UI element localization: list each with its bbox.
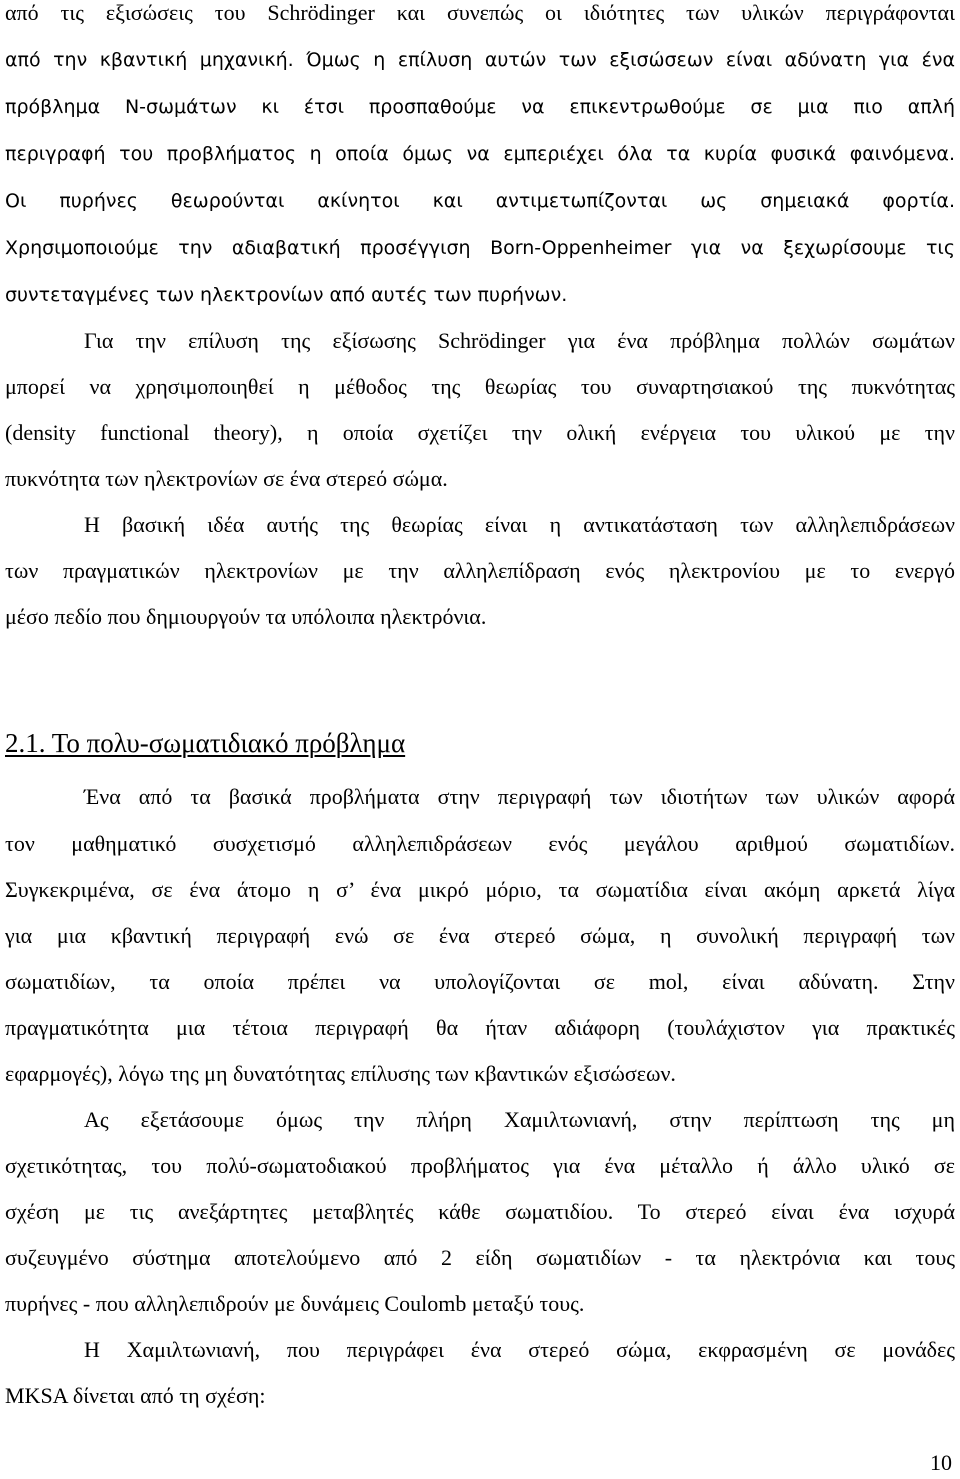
text-line: Η βασική ιδέα αυτής της θεωρίας είναι η αντικατάσταση των αλληλεπιδράσεων (84, 512, 955, 537)
text-line: Χρησιμοποιούμε την αδιαβατική προσέγγιση Born-Oppenheimer για να ξεχωρίσουμε τις (5, 237, 955, 259)
text-line: περιγραφή του προβλήματος η οποία όμως να εμπεριέχει όλα τα κυρία φυσικά φαινόμενα. (5, 143, 955, 165)
text-line: πυρήνες - που αλληλεπιδρούν με δυνάμεις Coulomb μεταξύ τους. (5, 1291, 585, 1316)
text-line: Για την επίλυση της εξίσωσης Schrödinger για ένα πρόβλημα πολλών σωμάτων (84, 328, 955, 353)
text-line: συζευγμένο σύστημα αποτελούμενο από 2 είδη σωματιδίων - τα ηλεκτρόνια και τους (5, 1245, 955, 1270)
text-line: Η Χαμιλτωνιανή, που περιγράφει ένα στερεό σώμα, εκφρασμένη σε μονάδες (84, 1337, 955, 1362)
text-line: μέσο πεδίο που δημιουργούν τα υπόλοιπα ηλεκτρόνια. (5, 604, 487, 629)
text-line: Ένα από τα βασικά προβλήματα στην περιγραφή των ιδιοτήτων των υλικών αφορά (84, 784, 955, 809)
text-line: πρόβλημα N-σωμάτων κι έτσι προσπαθούμε να επικεντρωθούμε σε μια πιο απλή (5, 96, 955, 118)
text-line: μπορεί να χρησιμοποιηθεί η μέθοδος της θεωρίας του συναρτησιακού της πυκνότητας (5, 374, 955, 399)
text-line: σωματιδίων, τα οποία πρέπει να υπολογίζονται σε mol, είναι αδύνατη. Στην (5, 969, 955, 994)
text-line: από την κβαντική μηχανική. Όμως η επίλυση αυτών των εξισώσεων είναι αδύνατη για ένα (5, 49, 955, 71)
text-line: (density functional theory), η οποία σχετίζει την ολική ενέργεια του υλικού με την (5, 420, 955, 445)
text-line: Οι πυρήνες θεωρούνται ακίνητοι και αντιμετωπίζονται ως σημειακά φορτία. (5, 190, 955, 212)
text-line: για μια κβαντική περιγραφή ενώ σε ένα στερεό σώμα, η συνολική περιγραφή των (5, 923, 955, 948)
text-line: σχετικότητας, του πολύ-σωματοδιακού προβλήματος για ένα μέταλλο ή άλλο υλικό σε (5, 1153, 955, 1178)
text-line: τον μαθηματικό συσχετισμό αλληλεπιδράσεων ενός μεγάλου αριθμού σωματιδίων. (5, 831, 955, 856)
text-line: Συγκεκριμένα, σε ένα άτομο η σ’ ένα μικρό μόριο, τα σωματίδια είναι ακόμη αρκετά λίγα (5, 877, 955, 902)
text-line: από τις εξισώσεις του Schrödinger και συνεπώς οι ιδιότητες των υλικών περιγράφονται (5, 0, 955, 25)
text-line: Ας εξετάσουμε όμως την πλήρη Χαμιλτωνιανή, στην περίπτωση της μη (84, 1107, 955, 1132)
text-line: των πραγματικών ηλεκτρονίων με την αλληλεπίδραση ενός ηλεκτρονίου με το ενεργό (5, 558, 955, 583)
text-line: πραγματικότητα μια τέτοια περιγραφή θα ήταν αδιάφορη (τουλάχιστον για πρακτικές (5, 1015, 955, 1040)
text-line: MKSA δίνεται από τη σχέση: (5, 1383, 266, 1408)
section-heading: 2.1. Το πολυ-σωματιδιακό πρόβλημα (5, 728, 406, 758)
page-number: 10 (930, 1450, 952, 1475)
text-line: πυκνότητα των ηλεκτρονίων σε ένα στερεό σώμα. (5, 466, 448, 491)
text-line: σχέση με τις ανεξάρτητες μεταβλητές κάθε σωματιδίου. Το στερεό είναι ένα ισχυρά (5, 1199, 955, 1224)
text-line: εφαρμογές), λόγω της μη δυνατότητας επίλυσης των κβαντικών εξισώσεων. (5, 1061, 676, 1086)
text-line: συντεταγμένες των ηλεκτρονίων από αυτές των πυρήνων. (5, 284, 568, 306)
